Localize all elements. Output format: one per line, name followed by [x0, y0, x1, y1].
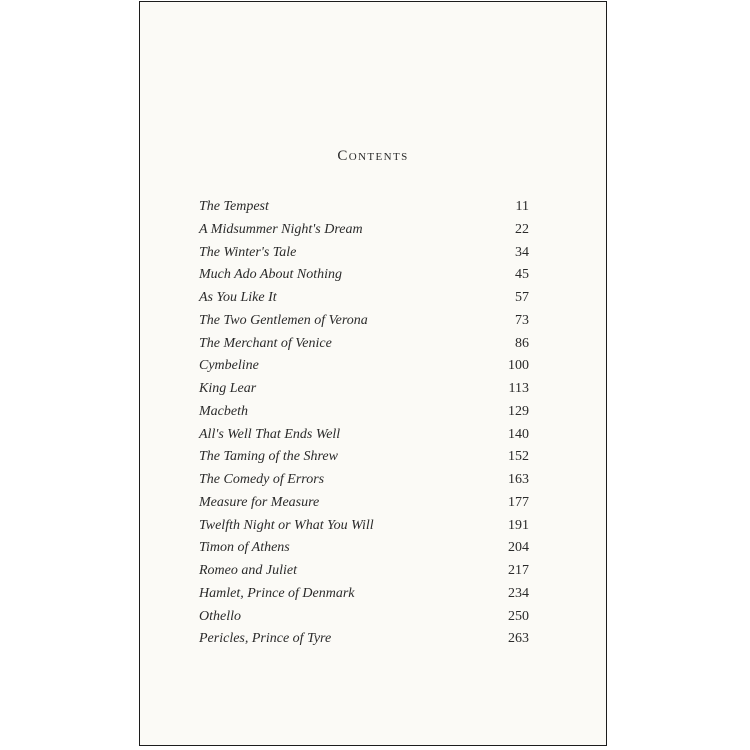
toc-entry [199, 336, 529, 359]
toc-entry-page-number: 73 [515, 312, 529, 328]
book-page [139, 1, 607, 746]
table-of-contents [199, 199, 529, 654]
toc-entry [199, 518, 529, 541]
toc-entry [199, 404, 529, 427]
toc-entry-title: Twelfth Night or What You Will [199, 517, 374, 533]
toc-entry [199, 199, 529, 222]
toc-entry [199, 495, 529, 518]
toc-entry-page-number: 113 [508, 381, 529, 396]
contents-heading: Contents [337, 148, 409, 164]
toc-entry [199, 609, 529, 632]
toc-entry [199, 290, 529, 313]
toc-entry-page-number: 250 [508, 608, 529, 624]
toc-entry-page-number: 34 [515, 244, 529, 260]
toc-entry-title: Pericles, Prince of Tyre [199, 631, 332, 647]
toc-entry-title: The Taming of the Shrew [199, 449, 338, 465]
toc-entry [199, 245, 529, 268]
toc-entry-title: A Midsummer Night's Dream [199, 221, 363, 237]
toc-entry-title: Measure for Measure [199, 494, 320, 510]
toc-entry-title: The Tempest [199, 199, 269, 214]
toc-entry-title: The Winter's Tale [199, 244, 297, 260]
toc-entry-page-number: 177 [508, 494, 529, 510]
toc-entry [199, 586, 529, 609]
toc-entry-title: Hamlet, Prince of Denmark [199, 585, 355, 601]
toc-entry-page-number: 217 [508, 563, 529, 578]
toc-entry-title: As You Like It [199, 290, 277, 305]
toc-entry-page-number: 140 [508, 426, 529, 442]
toc-entry-title: Cymbeline [199, 358, 259, 374]
toc-entry-page-number: 129 [508, 403, 529, 419]
toc-entry [199, 267, 529, 290]
toc-entry-title: Much Ado About Nothing [199, 267, 342, 283]
toc-entry-title: Othello [199, 608, 241, 624]
toc-entry-page-number: 100 [508, 358, 529, 374]
toc-entry-page-number: 11 [515, 199, 529, 214]
toc-entry-page-number: 191 [508, 517, 529, 533]
toc-entry-title: The Merchant of Venice [199, 335, 332, 351]
toc-entry-page-number: 152 [508, 449, 529, 465]
toc-entry [199, 631, 529, 654]
toc-entry-title: The Two Gentlemen of Verona [199, 312, 368, 328]
toc-entry [199, 358, 529, 381]
toc-entry-title: King Lear [199, 381, 257, 396]
toc-entry-page-number: 204 [508, 540, 529, 556]
toc-entry-title: All's Well That Ends Well [199, 426, 341, 442]
toc-entry [199, 427, 529, 450]
toc-entry-page-number: 22 [515, 221, 529, 237]
toc-entry-page-number: 45 [515, 267, 529, 283]
toc-entry-title: Romeo and Juliet [199, 563, 297, 578]
toc-entry [199, 540, 529, 563]
toc-entry-page-number: 57 [515, 290, 529, 305]
toc-entry-title: The Comedy of Errors [199, 472, 325, 487]
toc-entry [199, 313, 529, 336]
toc-entry-page-number: 163 [508, 472, 529, 487]
toc-entry-page-number: 234 [508, 585, 529, 601]
toc-entry [199, 222, 529, 245]
toc-entry-page-number: 263 [508, 631, 529, 647]
toc-entry-page-number: 86 [515, 335, 529, 351]
toc-entry [199, 563, 529, 586]
toc-entry-title: Timon of Athens [199, 540, 290, 556]
toc-entry-title: Macbeth [199, 403, 248, 419]
toc-entry [199, 449, 529, 472]
toc-entry [199, 472, 529, 495]
toc-entry [199, 381, 529, 404]
